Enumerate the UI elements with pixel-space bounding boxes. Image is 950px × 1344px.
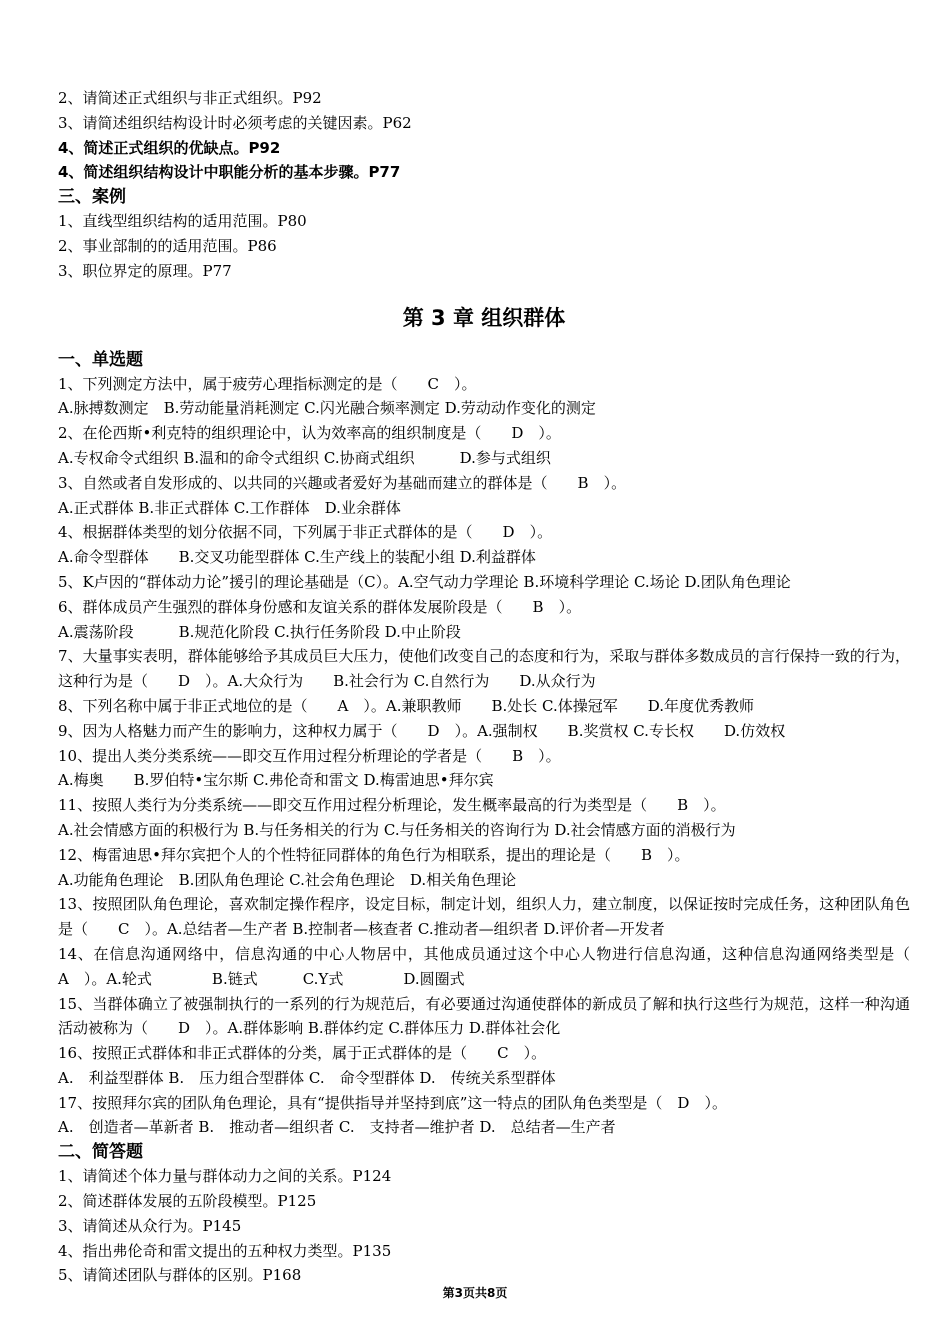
question-line: 10、提出人类分类系统——即交互作用过程分析理论的学者是（ B ）。	[58, 746, 561, 765]
options-line: A.震荡阶段 B.规范化阶段 C.执行任务阶段 D.中止阶段	[58, 622, 461, 641]
question-line: 14、在信息沟通网络中，信息沟通的中心人物居中，其他成员通过这个中心人物进行信息沟通，这种信息沟通网络类型是（ A ）。A.轮式 B.链式 C.Y式 D.圆圈式	[58, 944, 941, 988]
options-line: A.社会情感方面的积极行为 B.与任务相关的行为 C.与任务相关的咨询行为 D.社会情感方面的消极行为	[58, 820, 736, 839]
options-line: A.功能角色理论 B.团队角色理论 C.社会角色理论 D.相关角色理论	[58, 870, 517, 889]
page-footer: 第3页共8页	[442, 1286, 508, 1300]
question-line: 12、梅雷迪思•拜尔宾把个人的个性特征同群体的角色行为相联系，提出的理论是（ B ）。	[58, 845, 690, 864]
question-item: 2、请简述正式组织与非正式组织。P92	[58, 89, 322, 107]
short-answer-item: 2、简述群体发展的五阶段模型。P125	[58, 1192, 317, 1211]
question-line: 17、按照拜尔宾的团队角色理论，具有“提供指导并坚持到底”这一特点的团队角色类型是（ D ）。	[58, 1093, 727, 1112]
question-item: 4、简述组织结构设计中职能分析的基本步骤。P77	[58, 163, 401, 182]
short-answer-heading: 二、简答题	[58, 1142, 143, 1163]
question-line: 8、下列名称中属于非正式地位的是（ A ）。A.兼职教师 B.处长 C.体操冠军 D.年度优秀教师	[58, 696, 755, 715]
options-line: A. 利益型群体 B. 压力组合型群体 C. 命令型群体 D. 传统关系型群体	[58, 1068, 556, 1087]
question-line: 5、K卢因的“群体动力论”援引的理论基础是（C）。A.空气动力学理论 B.环境科学理论 C.场论 D.团队角色理论	[58, 572, 791, 591]
short-answer-item: 1、请简述个体力量与群体动力之间的关系。P124	[58, 1167, 392, 1186]
question-line: 2、在伦西斯•利克特的组织理论中，认为效率高的组织制度是（ D ）。	[58, 424, 561, 443]
question-line: 3、自然或者自发形成的、以共同的兴趣或者爱好为基础而建立的群体是（ B ）。	[58, 473, 627, 492]
options-line: A.正式群体 B.非正式群体 C.工作群体 D.业余群体	[58, 498, 401, 517]
options-line: A.命令型群体 B.交叉功能型群体 C.生产线上的装配小组 D.利益群体	[58, 548, 536, 567]
question-line: 9、因为人格魅力而产生的影响力，这种权力属于（ D ）。A.强制权 B.奖赏权 C.专长权 D.仿效权	[58, 721, 786, 740]
single-choice-heading: 一、单选题	[58, 349, 143, 370]
short-answer-item: 4、指出弗伦奇和雷文提出的五种权力类型。P135	[58, 1241, 392, 1260]
options-line: A.梅奥 B.罗伯特•宝尔斯 C.弗伦奇和雷文 D.梅雷迪思•拜尔宾	[58, 771, 494, 790]
options-line: A. 创造者—革新者 B. 推动者—组织者 C. 支持者—维护者 D. 总结者—生产者	[58, 1118, 616, 1137]
question-item: 4、简述正式组织的优缺点。P92	[58, 138, 281, 157]
question-line: 15、当群体确立了被强制执行的一系列的行为规范后，有必要通过沟通使群体的新成员了解和执行这些行为规范，这样一种沟通活动被称为（ D ）。A.群体影响 B.群体约定 C.群体压力 D.群体社会化	[58, 994, 910, 1038]
options-line: A.专权命令式组织 B.温和的命令式组织 C.协商式组织 D.参与式组织	[58, 448, 551, 467]
question-item: 3、请简述组织结构设计时必须考虑的关键因素。P62	[58, 113, 412, 132]
question-line: 16、按照正式群体和非正式群体的分类，属于正式群体的是（ C ）。	[58, 1044, 547, 1063]
options-line: A.脉搏数测定 B.劳动能量消耗测定 C.闪光融合频率测定 D.劳动动作变化的测定	[58, 399, 596, 418]
question-line: 1、下列测定方法中，属于疲劳心理指标测定的是（ C ）。	[58, 374, 477, 393]
short-answer-item: 5、请简述团队与群体的区别。P168	[58, 1266, 302, 1285]
question-line: 11、按照人类行为分类系统——即交互作用过程分析理论，发生概率最高的行为类型是（ B ）。	[58, 796, 726, 815]
case-item: 2、事业部制的的适用范围。P86	[58, 236, 277, 255]
case-heading: 三、案例	[58, 187, 126, 208]
short-answer-item: 3、请简述从众行为。P145	[58, 1216, 242, 1235]
question-line: 6、群体成员产生强烈的群体身份感和友谊关系的群体发展阶段是（ B ）。	[58, 597, 582, 616]
case-item: 1、直线型组织结构的适用范围。P80	[58, 212, 307, 231]
question-line: 13、按照团队角色理论，喜欢制定操作程序，设定目标，制定计划，组织人力，建立制度，以保证按时完成任务，这种团队角色是（ C ）。A.总结者—生产者 B.控制者—核查者 C.推动者—组织者 D.评价者—开发者	[58, 895, 910, 939]
document-body	[58, 86, 941, 1288]
chapter-title: 第 3 章 组织群体	[402, 305, 566, 330]
case-item: 3、职位界定的原理。P77	[58, 261, 232, 280]
question-line: 7、大量事实表明，群体能够给予其成员巨大压力，使他们改变自己的态度和行为，采取与群体多数成员的言行保持一致的行为，这种行为是（ D ）。A.大众行为 B.社会行为 C.自然行为 D.从众行为	[58, 647, 910, 691]
question-line: 4、根据群体类型的划分依据不同，下列属于非正式群体的是（ D ）。	[58, 523, 553, 542]
